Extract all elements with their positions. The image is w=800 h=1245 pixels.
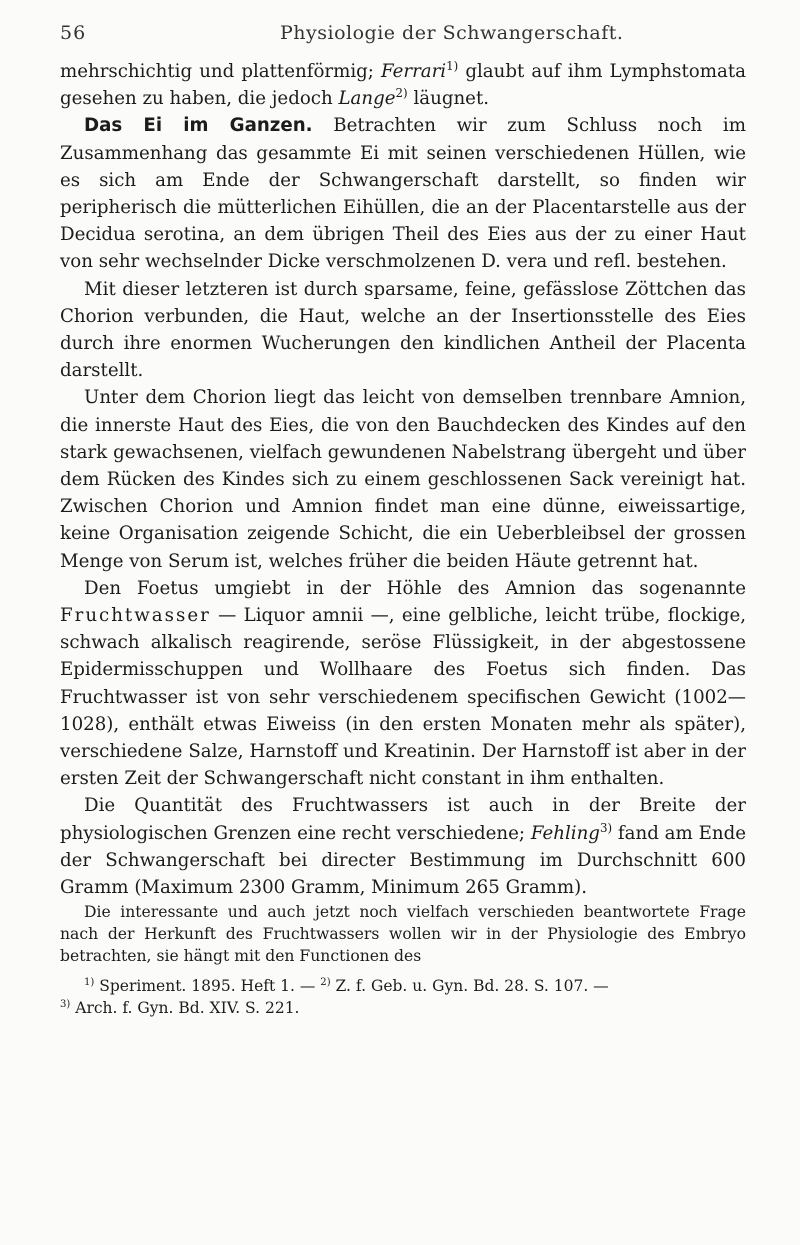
text-run: Die interessante und auch jetzt noch vielfach verschieden beantwortete Frage nach der Herkunft des Fruchtwassers wollen wir in der Physiologie des Embryo betrachten, sie hängt mit den Functionen des xyxy=(60,903,746,966)
footnote-line xyxy=(60,997,746,1019)
text-run: Speriment. 1895. Heft 1. — xyxy=(94,977,321,996)
text-run: Den Foetus umgiebt in der Höhle des Amnion das sogenannte xyxy=(84,577,746,599)
section-heading: Das Ei im Ganzen. xyxy=(84,115,313,137)
author-name: Lange xyxy=(338,88,396,110)
footnote-ref: 2) xyxy=(395,86,408,101)
spaced-term: Fruchtwasser xyxy=(60,605,211,627)
paragraph xyxy=(60,575,746,793)
text-run: glaubt auf ihm Lymphstomata gesehen zu haben, die jedoch xyxy=(60,61,746,110)
text-run: Z. f. Geb. u. Gyn. Bd. 28. S. 107. — xyxy=(330,977,609,996)
text-run: Betrachten wir zum Schluss noch im Zusammenhang das gesammte Ei mit seinen verschiedenen Hüllen, wie es sich am Ende der Schwangerschaft darstellt, so finden wir peripherisch die mütterlichen Eihüllen, die an der Placentarstelle aus der Decidua serotina, an dem übrigen Theil des Eies aus der zu einer Haut von sehr wechselnder Dicke verschmolzenen D. vera und refl. bestehen. xyxy=(60,115,746,273)
text-run: Unter dem Chorion liegt das leicht von demselben trennbare Amnion, die innerste Haut des Eies, die von den Bauchdecken des Kindes auf den stark gewachsenen, vielfach gewundenen Nabelstrang übergeht und über dem Rücken des Kindes sich zu einem geschlossenen Sack vereinigt hat. Zwischen Chorion und Amnion findet man eine dünne, eiweissartige, keine Organisation zeigende Schicht, die ein Ueberbleibsel der grossen Menge von Serum ist, welches früher die beiden Häute getrennt hat. xyxy=(60,387,746,572)
text-run: fand am Ende der Schwangerschaft bei directer Bestimmung im Durchschnitt 600 Gramm (Maximum 2300 Gramm, Minimum 265 Gramm). xyxy=(60,822,746,899)
paragraph xyxy=(60,792,746,901)
small-print-section xyxy=(60,901,746,967)
page-number: 56 xyxy=(60,22,87,44)
paragraph xyxy=(60,58,746,112)
text-run: mehrschichtig und plattenförmig; xyxy=(60,61,381,82)
footnote-ref: 1) xyxy=(84,977,95,989)
footnote-ref: 3) xyxy=(599,820,613,835)
running-header xyxy=(60,12,746,58)
author-name: Ferrari xyxy=(380,61,447,82)
running-title: Physiologie der Schwangerschaft. xyxy=(280,22,624,44)
paragraph xyxy=(60,276,746,385)
paragraph xyxy=(60,112,746,275)
author-name: Fehling xyxy=(530,822,600,844)
main-text xyxy=(60,58,746,901)
paragraph xyxy=(60,384,746,574)
text-run: Mit dieser letzteren ist durch sparsame, feine, gefässlose Zöttchen das Chorion verbunden, die Haut, welche an der Insertionsstelle des Eies durch ihre enormen Wucherungen den kindlichen Antheil der Placenta darstellt. xyxy=(60,278,746,382)
text-run: — Liquor amnii —, eine gelbliche, leicht trübe, flockige, schwach alkalisch reagirende, seröse Flüssigkeit, in der abgestossene Epidermisschuppen und Wollhaare des Foetus sich finden. Das Fruchtwasser ist von sehr verschiedenem specifischen Gewicht (1002—1028), enthält etwas Eiweiss (in den ersten Monaten mehr als später), verschiedene Salze, Harnstoff und Kreatinin. Der Harnstoff ist aber in der ersten Zeit der Schwangerschaft nicht constant in ihm enthalten. xyxy=(60,605,746,790)
footnote-line xyxy=(60,975,746,997)
footnote-ref: 3) xyxy=(60,999,71,1011)
text-run: Arch. f. Gyn. Bd. XIV. S. 221. xyxy=(70,999,300,1018)
footnote-ref: 2) xyxy=(320,977,331,989)
text-run: läugnet. xyxy=(407,88,490,110)
footnotes xyxy=(60,975,746,1019)
text-run: Die Quantität des Fruchtwassers ist auch in der Breite der physiologischen Grenzen eine recht verschiedene; xyxy=(60,795,746,844)
paragraph xyxy=(60,901,746,967)
footnote-ref: 1) xyxy=(446,58,459,73)
